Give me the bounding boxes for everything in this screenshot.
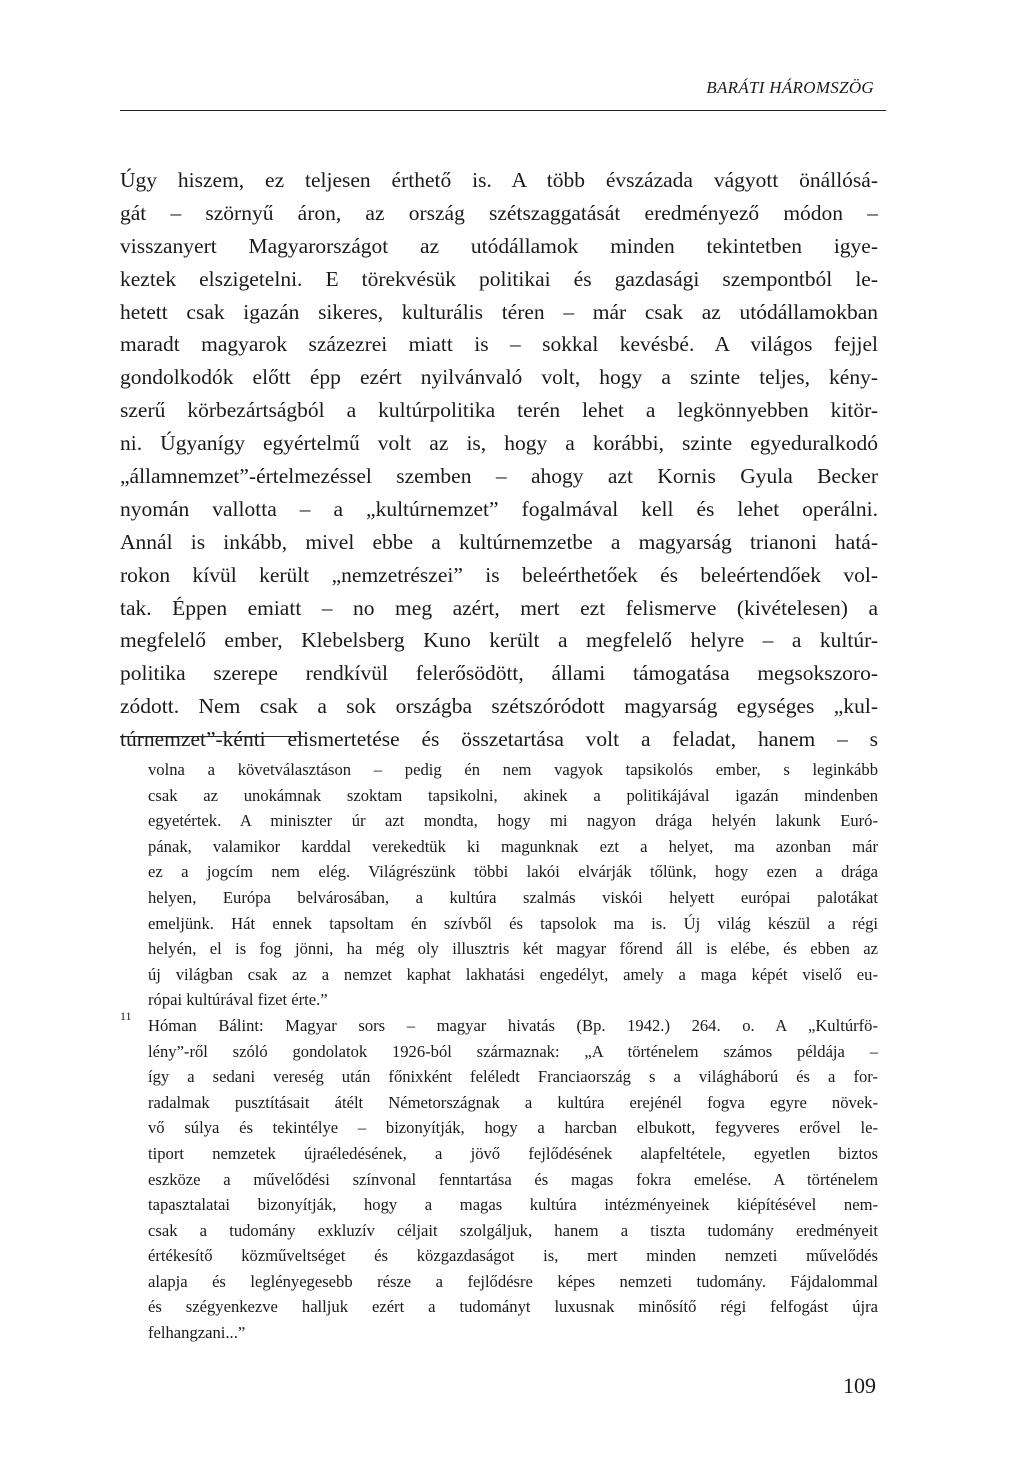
footnote-line: csak a tudomány exkluzív céljait szolgáljuk, hanem a tiszta tudomány eredményeit	[148, 1220, 878, 1240]
body-line: visszanyert Magyarországot az utódállamok minden tekintetben igye-	[120, 233, 878, 258]
body-line: „államnemzet”-értelmezéssel szemben – ahogy azt Kornis Gyula Becker	[120, 464, 878, 489]
footnote-line: eszköze a művelődési színvonal fenntartása és magas fokra emelése. A történelem	[148, 1169, 878, 1189]
body-line: zódott. Nem csak a sok országba szétszóródott magyarság egységes „kul-	[120, 694, 878, 719]
body-line: politika szerepe rendkívül felerősödött, állami támogatása megsokszoro-	[120, 661, 878, 686]
footnote-line: lény”-ről szóló gondolatok 1926-ból származnak: „A történelem számos példája –	[148, 1041, 878, 1061]
page-number: 109	[843, 1373, 876, 1398]
body-line: gondolkodók előtt épp ezért nyilvánvaló volt, hogy a szinte teljes, kény-	[120, 365, 878, 390]
footnote-line: csak az unokámnak szoktam tapsikolni, akinek a politikájával igazán mindenben	[148, 785, 878, 805]
body-line: keztek elszigetelni. E törekvésük politikai és gazdasági szempontból le-	[120, 266, 878, 291]
footnote-line: volna a követválasztáson – pedig én nem vagyok tapsikolós ember, s leginkább	[148, 760, 878, 779]
footnote-line: így a sedani vereség után főnixként feléledt Franciaország s a világháború és a for-	[148, 1067, 878, 1087]
footnotes	[120, 757, 878, 1346]
body-line: rokon kívül került „nemzetrészei” is beleérthetőek és beleértendőek vol-	[120, 562, 878, 587]
running-header: BARÁTI HÁROMSZÖG	[706, 78, 874, 97]
footnote-rule	[120, 736, 305, 737]
footnote-line: értékesítő közműveltséget és közgazdaságot is, mert minden nemzeti művelődés	[148, 1246, 878, 1266]
footnote-line: helyén, el is fog jönni, ha még oly illusztris két magyar főrend áll is elébe, és ebben az	[148, 939, 878, 959]
header-rule	[120, 110, 886, 111]
footnote-line: rópai kultúrával fizet érte.”	[148, 990, 328, 1010]
body-line: ni. Úgyanígy egyértelmű volt az is, hogy a korábbi, szinte egyeduralkodó	[120, 431, 878, 456]
footnote-line: egyetértek. A miniszter úr azt mondta, hogy mi nagyon drága helyén lakunk Euró-	[148, 811, 878, 831]
footnote-line: vő súlya és tekintélye – bizonyítják, hogy a harcban elbukott, fegyveres erővel le-	[148, 1118, 878, 1138]
body-line: szerű körbezártságból a kultúrpolitika terén lehet a legkönnyebben kitör-	[120, 398, 878, 423]
footnote-line: Hóman Bálint: Magyar sors – magyar hivatás (Bp. 1942.) 264. o. A „Kultúrfö-	[148, 1015, 878, 1035]
footnote-continuation	[148, 757, 878, 1013]
body-text	[120, 164, 878, 756]
body-line: tak. Éppen emiatt – no meg azért, mert ezt felismerve (kivételesen) a	[120, 595, 878, 620]
body-line: nyomán vallotta – a „kultúrnemzet” fogalmával kell és lehet operálni.	[120, 496, 878, 521]
footnote-line: alapja és leglényegesebb része a fejlődésre képes nemzeti tudomány. Fájdalommal	[148, 1271, 878, 1291]
body-line: gát – szörnyű áron, az ország szétszaggatását eredményező módon –	[120, 200, 878, 225]
footnote-line: tapasztalatai bizonyítják, hogy a magas kultúra intézményeinek kiépítésével nem-	[148, 1195, 878, 1215]
footnote-line: új világban csak az a nemzet kaphat lakhatási engedélyt, amely a maga képét viselő eu-	[148, 964, 878, 984]
body-line: Úgy hiszem, ez teljesen érthető is. A több évszázada vágyott önállósá-	[120, 168, 878, 192]
footnote-line: felhangzani...”	[148, 1323, 246, 1343]
footnote-line: emeljünk. Hát ennek tapsoltam én szívből és tapsolok ma is. Új világ készül a régi	[148, 913, 878, 933]
body-line: Annál is inkább, mivel ebbe a kultúrnemzetbe a magyarság trianoni hatá-	[120, 529, 878, 554]
footnote-line: radalmak pusztításait átélt Németországnak a kultúra erejénél fogva egyre növek-	[148, 1092, 878, 1112]
footnote-line: pának, valamikor karddal verekedtük ki magunknak ezt a helyet, ma azonban már	[148, 836, 878, 856]
footnote-line: tiport nemzetek újraéledésének, a jövő fejlődésének alapfeltétele, egyetlen biztos	[148, 1143, 878, 1163]
footnote-marker: 11	[120, 1008, 132, 1023]
body-line: megfelelő ember, Klebelsberg Kuno került a megfelelő helyre – a kultúr-	[120, 628, 878, 653]
body-line: maradt magyarok százezrei miatt is – sokkal kevésbé. A világos fejjel	[120, 332, 878, 357]
footnote-line: helyen, Európa belvárosában, a kultúra szalmás viskói helyett európai palotákat	[148, 887, 878, 907]
body-line: hetett csak igazán sikeres, kulturális téren – már csak az utódállamokban	[120, 299, 878, 324]
footnote-11	[120, 1008, 878, 1346]
footnote-line: ez a jogcím nem elég. Világrészünk többi lakói elvárják tőlünk, hogy ezen a drága	[148, 862, 878, 882]
footnote-line: és szégyenkezve halljuk ezért a tudományt luxusnak minősítő régi felfogást újra	[148, 1297, 878, 1317]
body-line: túrnemzet”-kénti elismertetése és összetartása volt a feladat, hanem – s	[120, 727, 878, 752]
